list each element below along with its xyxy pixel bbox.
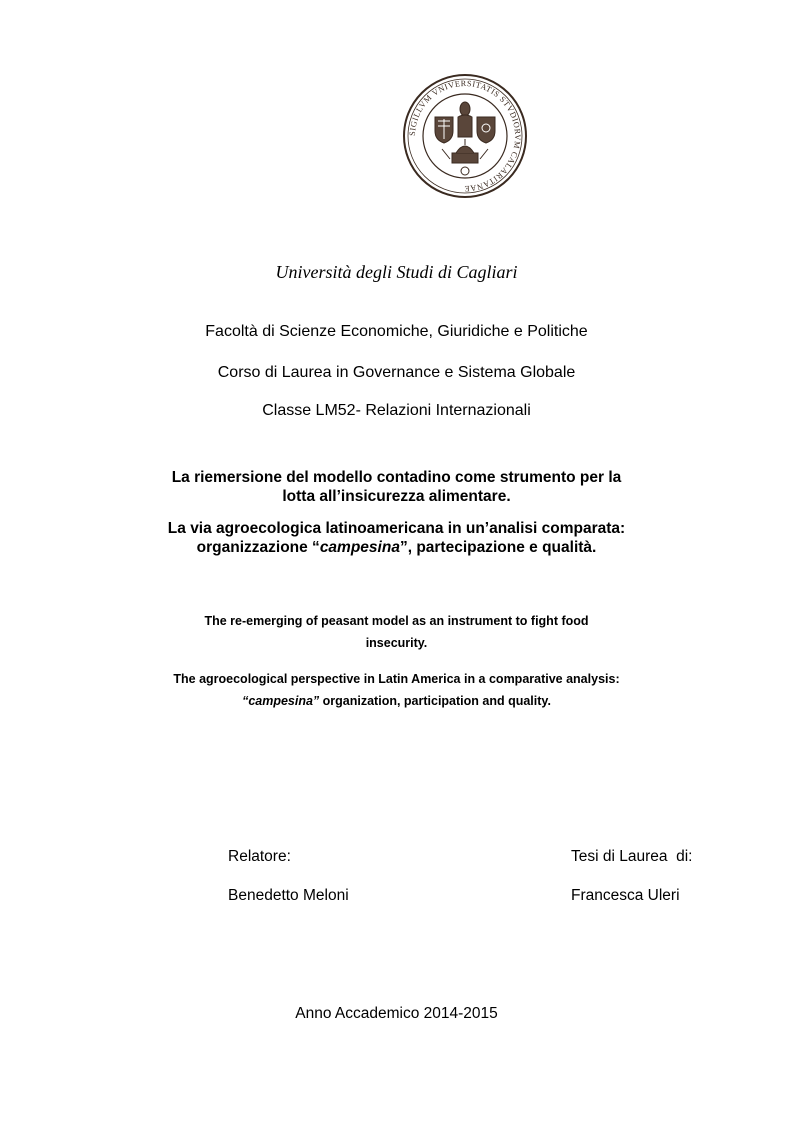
seal-ring-text: SIGILLVM VNIVERSITATIS STVDIORVM CALARITANAE bbox=[407, 78, 523, 194]
academic-year: Anno Accademico 2014-2015 bbox=[295, 1005, 498, 1022]
university-name: Università degli Studi di Cagliari bbox=[275, 262, 518, 282]
english-subtitle-emphasis: “campesina” bbox=[242, 694, 320, 708]
italian-subtitle bbox=[0, 519, 793, 557]
italian-subtitle-line-2-pre: organizzazione “ bbox=[196, 539, 320, 556]
italian-subtitle-line-2-post: ”, partecipazione e qualità. bbox=[399, 539, 597, 556]
faculty-name: Facoltà di Scienze Economiche, Giuridiche e Politiche bbox=[205, 323, 588, 340]
university-seal-icon bbox=[402, 73, 528, 199]
thesis-author-name: Francesca Uleri bbox=[571, 887, 680, 904]
course-name: Corso di Laurea in Governance e Sistema Globale bbox=[217, 364, 576, 381]
english-subtitle-line-1: The agroecological perspective in Latin America in a comparative analysis: bbox=[173, 672, 620, 686]
supervisor-label: Relatore: bbox=[228, 848, 291, 865]
italian-subtitle-emphasis: campesina bbox=[319, 539, 400, 556]
thesis-author-label: Tesi di Laurea di: bbox=[571, 848, 693, 865]
english-title-line-1: The re-emerging of peasant model as an instrument to fight food bbox=[204, 614, 589, 628]
italian-title-line-1: La riemersione del modello contadino come strumento per la bbox=[171, 469, 622, 486]
italian-title bbox=[0, 468, 793, 506]
english-subtitle-line-2-post: organization, participation and quality. bbox=[319, 694, 551, 708]
english-subtitle bbox=[0, 668, 793, 712]
degree-class: Classe LM52- Relazioni Internazionali bbox=[262, 402, 531, 419]
english-title-line-2: insecurity. bbox=[365, 636, 428, 650]
italian-subtitle-line-2 bbox=[0, 538, 793, 557]
italian-title-line-2: lotta all’insicurezza alimentare. bbox=[282, 488, 511, 505]
english-title bbox=[0, 610, 793, 654]
italian-subtitle-line-1: La via agroecologica latinoamericana in un’analisi comparata: bbox=[167, 520, 626, 537]
english-subtitle-line-2 bbox=[0, 690, 793, 712]
supervisor-name: Benedetto Meloni bbox=[228, 887, 349, 904]
